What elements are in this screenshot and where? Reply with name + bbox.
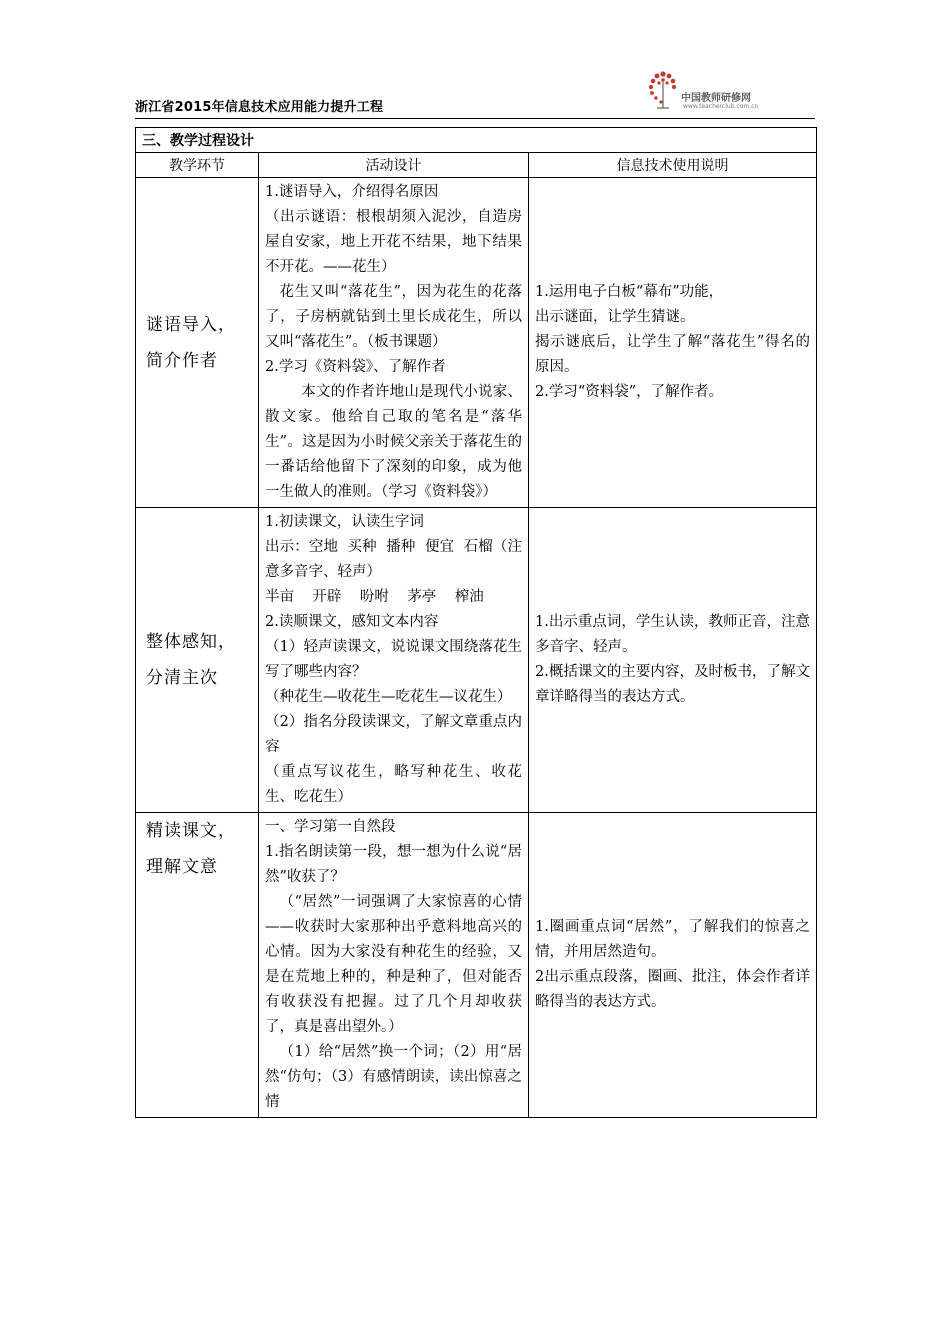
info-line: 2.概括课文的主要内容，及时板书，了解文章详略得当的表达方式。 <box>535 664 811 705</box>
table-row <box>136 178 817 508</box>
info-line: 1.出示重点词，学生认读，教师正音，注意多音字、轻声。 <box>535 614 811 655</box>
activity-line: 2.学习《资料袋》、了解作者 <box>265 359 446 375</box>
column-header-stage: 教学环节 <box>136 153 259 178</box>
column-header-row <box>136 153 817 178</box>
activity-cell <box>259 178 529 508</box>
stage-line: 整体感知， <box>146 632 236 652</box>
stage-line: 简介作者 <box>146 350 218 371</box>
info-line: 1.圈画重点词“居然”，了解我们的惊喜之情，并用居然造句。 <box>535 919 811 960</box>
stage-line: 分清主次 <box>146 668 218 688</box>
info-cell <box>529 178 817 508</box>
stage-line: 谜语导入， <box>146 314 236 335</box>
info-line: 2.学习“资料袋”，了解作者。 <box>535 384 724 400</box>
column-header-info: 信息技术使用说明 <box>529 153 817 178</box>
activity-line: （“居然”一词强调了大家惊喜的心情——收获时大家那种出乎意料地高兴的心情。因为大家没有种花生的经验，又是在荒地上种的，种是种了，但对能否有收获没有把握。过了几个月却收获了，真是喜出望外。） <box>265 894 522 1035</box>
activity-line: （出示谜语：根根胡须入泥沙，自造房屋自安家，地上开花不结果，地下结果不开花。——花生） <box>265 209 522 275</box>
activity-cell <box>259 813 529 1118</box>
page-header <box>135 66 815 119</box>
logo-url: www.teacherclub.com.cn <box>683 103 759 110</box>
section-title: 三、教学过程设计 <box>136 128 817 153</box>
stage-cell <box>136 813 259 1118</box>
table-row <box>136 508 817 813</box>
info-cell <box>529 813 817 1118</box>
activity-line: （重点写议花生，略写种花生、收花生、吃花生） <box>265 764 522 805</box>
activity-line: （2）指名分段读课文，了解文章重点内容 <box>265 714 522 755</box>
stage-cell <box>136 508 259 813</box>
activity-line: 一、学习第一自然段 <box>265 819 396 835</box>
activity-line: （1）给“居然”换一个词；（2）用“居然“仿句；（3）有感情朗读，读出惊喜之情 <box>265 1044 522 1110</box>
info-cell <box>529 508 817 813</box>
activity-cell <box>259 508 529 813</box>
stage-cell <box>136 178 259 508</box>
info-line: 1.运用电子白板“幕布”功能， <box>535 284 724 300</box>
activity-line: （种花生—收花生—吃花生—议花生） <box>265 689 512 705</box>
teacherclub-logo <box>651 68 791 114</box>
stage-line: 精读课文， <box>146 821 236 841</box>
activity-line: 半亩 开辟 吩咐 茅亭 榨油 <box>265 589 484 605</box>
header-title: 浙江省2015年信息技术应用能力提升工程 <box>135 100 384 115</box>
logo-text: 中国教师研修网 <box>681 93 751 104</box>
activity-line: 1.谜语导入，介绍得名原因 <box>265 184 439 200</box>
table-row <box>136 813 817 1118</box>
stage-line: 理解文意 <box>146 857 218 877</box>
activity-line: 1.初读课文，认读生字词 <box>265 514 424 530</box>
info-line: 2出示重点段落，圈画、批注，体会作者详略得当的表达方式。 <box>535 969 811 1010</box>
flower-logo-icon <box>643 68 683 114</box>
activity-line: （1）轻声读课文，说说课文围绕落花生写了哪些内容？ <box>265 639 522 680</box>
teaching-process-table <box>135 127 817 1118</box>
column-header-activity: 活动设计 <box>259 153 529 178</box>
info-line: 揭示谜底后，让学生了解“落花生”得名的原因。 <box>535 334 811 375</box>
info-line: 出示谜面，让学生猜谜。 <box>535 309 695 325</box>
activity-line: 2.读顺课文，感知文本内容 <box>265 614 439 630</box>
activity-line: 出示：空地 买种 播种 便宜 石榴（注意多音字、轻声） <box>265 539 522 580</box>
activity-line: 本文的作者许地山是现代小说家、散文家。他给自己取的笔名是“落华生”。这是因为小时候父亲关于落花生的一番话给他留下了深刻的印象，成为他一生做人的准则。（学习《资料袋》） <box>265 384 522 500</box>
activity-line: 1.指名朗读第一段，想一想为什么说“居然”收获了？ <box>265 844 522 885</box>
activity-line: 花生又叫“落花生”，因为花生的花落了，子房柄就钻到土里长成花生，所以又叫“落花生”。（板书课题） <box>265 284 522 350</box>
